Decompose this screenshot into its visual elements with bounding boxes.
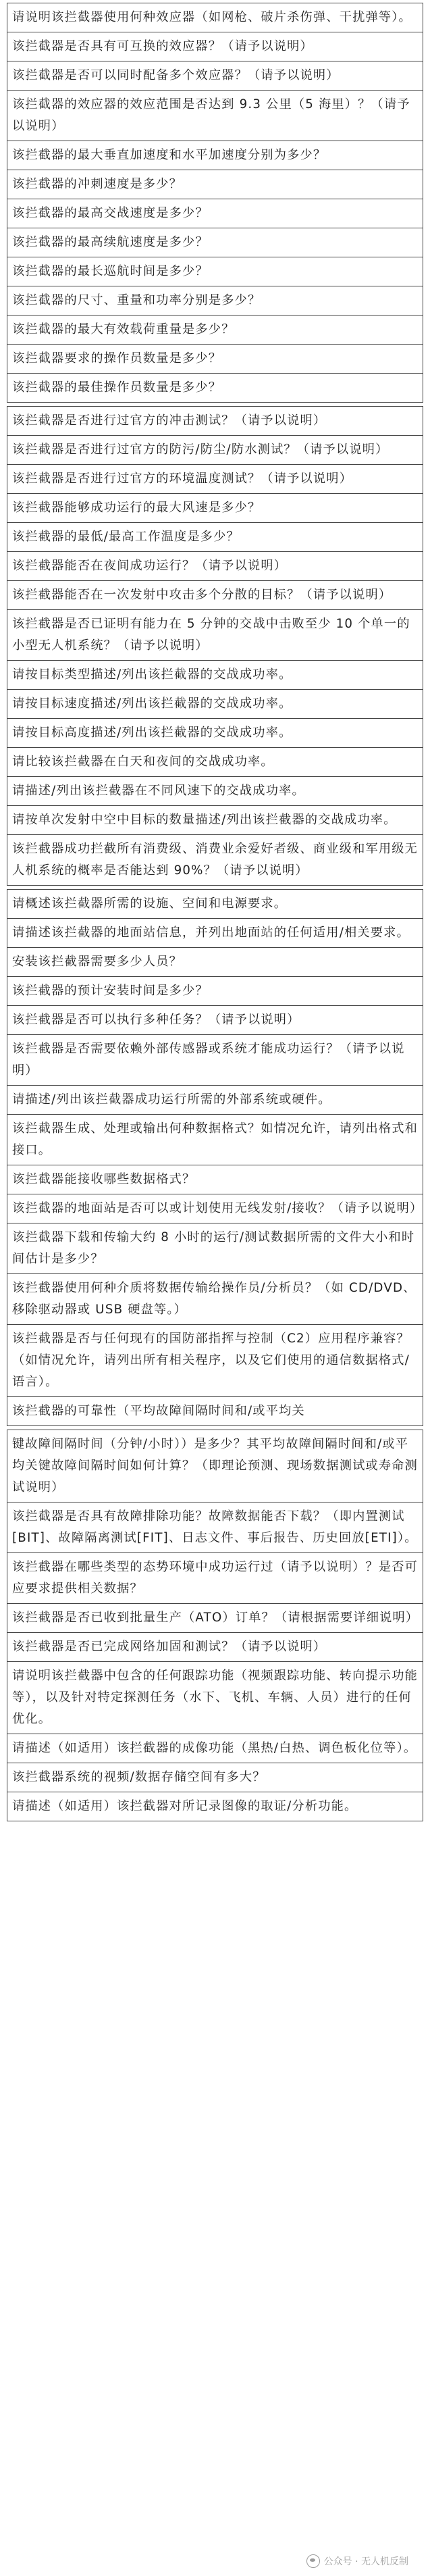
table-row [7,948,423,977]
question-table-1 [7,3,423,403]
watermark [304,2553,411,2569]
table-row [7,661,423,690]
table-row [7,1502,423,1553]
table-row [7,61,423,91]
question-cell: 该拦截器的最高交战速度是多少？ [7,199,423,228]
table-row [7,141,423,170]
question-cell: 请按目标类型描述/列出该拦截器的交战成功率。 [7,661,423,690]
table-body [7,1430,423,1821]
table-row [7,552,423,581]
table-row [7,1115,423,1165]
table-row [7,1223,423,1274]
question-cell: 该拦截器的尺寸、重量和功率分别是多少？ [7,286,423,315]
question-cell: 该拦截器的可靠性（平均故障间隔时间和/或平均关 [7,1397,423,1426]
table-row [7,835,423,886]
document [7,3,423,1825]
question-cell: 该拦截器能够成功运行的最大风速是多少？ [7,494,423,523]
table-row [7,257,423,286]
table-row [7,1763,423,1792]
question-cell: 该拦截器的最大垂直加速度和水平加速度分别为多少？ [7,141,423,170]
table-row [7,581,423,610]
question-cell: 请比较该拦截器在白天和夜间的交战成功率。 [7,748,423,777]
question-cell: 该拦截器要求的操作员数量是多少？ [7,345,423,374]
table-row [7,1194,423,1223]
question-cell: 请描述/列出该拦截器成功运行所需的外部系统或硬件。 [7,1086,423,1115]
question-cell: 该拦截器系统的视频/数据存储空间有多大？ [7,1763,423,1792]
table-body [7,890,423,1426]
question-cell: 该拦截器生成、处理或输出何种数据格式？如情况允许，请列出格式和接口。 [7,1115,423,1165]
table-row [7,1165,423,1194]
question-cell: 该拦截器是否已证明有能力在 5 分钟的交战中击败至少 10 个单一的小型无人机系统？（请予以说明） [7,610,423,661]
table-row [7,690,423,719]
table-row [7,91,423,141]
question-cell: 该拦截器是否具有故障排除功能？故障数据能否下载？（即内置测试[BIT]、故障隔离测试[FIT]、日志文件、事后报告、历史回放[ETI]）。 [7,1502,423,1553]
question-cell: 该拦截器的地面站是否可以或计划使用无线发射/接收？（请予以说明） [7,1194,423,1223]
table-body [7,3,423,403]
table-row [7,1325,423,1397]
table-row [7,777,423,806]
table-row [7,374,423,403]
question-cell: 该拦截器是否进行过官方的防污/防尘/防水测试？（请予以说明） [7,436,423,465]
question-cell: 该拦截器的最高续航速度是多少？ [7,228,423,257]
question-cell: 请描述该拦截器的地面站信息，并列出地面站的任何适用/相关要求。 [7,919,423,948]
table-row [7,1553,423,1604]
question-table-2 [7,406,423,886]
question-cell: 该拦截器是否具有可互换的效应器？（请予以说明） [7,32,423,61]
question-cell: 安装该拦截器需要多少人员？ [7,948,423,977]
question-cell: 该拦截器下载和传输大约 8 小时的运行/测试数据所需的文件大小和时间估计是多少？ [7,1223,423,1274]
table-row [7,315,423,345]
wechat-icon [306,2554,320,2568]
question-cell: 该拦截器的最大有效载荷重量是多少？ [7,315,423,345]
table-row [7,1086,423,1115]
table-row [7,1274,423,1325]
table-row [7,523,423,552]
table-row [7,1734,423,1763]
question-cell: 键故障间隔时间（分钟/小时））是多少？其平均故障间隔时间和/或平均关键故障间隔时间如何计算？（即理论预测、现场数据测试或寿命测试说明） [7,1430,423,1502]
question-cell: 该拦截器能接收哪些数据格式？ [7,1165,423,1194]
watermark-text: 公众号 · 无人机反制 [323,2556,408,2567]
question-cell: 请概述该拦截器所需的设施、空间和电源要求。 [7,890,423,919]
question-cell: 请描述（如适用）该拦截器对所记录图像的取证/分析功能。 [7,1792,423,1821]
table-row [7,228,423,257]
question-cell: 请说明该拦截器中包含的任何跟踪功能（视频跟踪功能、转向提示功能等），以及针对特定探测任务（水下、飞机、车辆、人员）进行的任何优化。 [7,1662,423,1734]
question-cell: 该拦截器能否在一次发射中攻击多个分散的目标？（请予以说明） [7,581,423,610]
table-row [7,3,423,32]
table-row [7,719,423,748]
table-row [7,494,423,523]
table-row [7,170,423,199]
table-row [7,1633,423,1662]
table-row [7,465,423,494]
table-row [7,1006,423,1035]
question-cell: 该拦截器是否与任何现有的国防部指挥与控制（C2）应用程序兼容？（如情况允许，请列出所有相关程序，以及它们使用的通信数据格式/语言）。 [7,1325,423,1397]
question-cell: 该拦截器是否可以同时配备多个效应器？（请予以说明） [7,61,423,91]
question-cell: 请说明该拦截器使用何种效应器（如网枪、破片杀伤弹、干扰弹等）。 [7,3,423,32]
table-row [7,1035,423,1086]
table-row [7,199,423,228]
table-row [7,806,423,835]
question-cell: 该拦截器的冲刺速度是多少？ [7,170,423,199]
table-row [7,977,423,1006]
table-row [7,1397,423,1426]
question-cell: 请描述/列出该拦截器在不同风速下的交战成功率。 [7,777,423,806]
question-cell: 该拦截器的预计安装时间是多少？ [7,977,423,1006]
question-cell: 请按目标速度描述/列出该拦截器的交战成功率。 [7,690,423,719]
question-cell: 该拦截器在哪些类型的态势环境中成功运行过（请予以说明）？是否可应要求提供相关数据？ [7,1553,423,1604]
question-cell: 该拦截器的最佳操作员数量是多少？ [7,374,423,403]
question-table-3 [7,889,423,1426]
table-row [7,610,423,661]
question-cell: 请按单次发射中空中目标的数量描述/列出该拦截器的交战成功率。 [7,806,423,835]
table-body [7,407,423,886]
question-cell: 该拦截器使用何种介质将数据传输给操作员/分析员？（如 CD/DVD、移除驱动器或 USB 硬盘等。） [7,1274,423,1325]
table-row [7,407,423,436]
question-cell: 该拦截器的最低/最高工作温度是多少？ [7,523,423,552]
table-row [7,436,423,465]
question-table-4 [7,1430,423,1821]
question-cell: 请按目标高度描述/列出该拦截器的交战成功率。 [7,719,423,748]
question-cell: 该拦截器的最长巡航时间是多少？ [7,257,423,286]
question-cell: 该拦截器是否已完成网络加固和测试？（请予以说明） [7,1633,423,1662]
question-cell: 请描述（如适用）该拦截器的成像功能（黑热/白热、调色板化位等）。 [7,1734,423,1763]
question-cell: 该拦截器是否进行过官方的冲击测试？（请予以说明） [7,407,423,436]
table-row [7,286,423,315]
table-row [7,1662,423,1734]
question-cell: 该拦截器是否进行过官方的环境温度测试？（请予以说明） [7,465,423,494]
table-row [7,748,423,777]
table-row [7,1792,423,1821]
table-row [7,1430,423,1502]
question-cell: 该拦截器是否已收到批量生产（ATO）订单？（请根据需要详细说明） [7,1604,423,1633]
table-row [7,32,423,61]
question-cell: 该拦截器的效应器的效应范围是否达到 9.3 公里（5 海里）？（请予以说明） [7,91,423,141]
table-row [7,919,423,948]
table-row [7,345,423,374]
question-cell: 该拦截器是否需要依赖外部传感器或系统才能成功运行？（请予以说明） [7,1035,423,1086]
table-row [7,890,423,919]
question-cell: 该拦截器是否可以执行多种任务？（请予以说明） [7,1006,423,1035]
question-cell: 该拦截器成功拦截所有消费级、消费业余爱好者级、商业级和军用级无人机系统的概率是否能达到 90%？（请予以说明） [7,835,423,886]
question-cell: 该拦截器能否在夜间成功运行？（请予以说明） [7,552,423,581]
table-row [7,1604,423,1633]
